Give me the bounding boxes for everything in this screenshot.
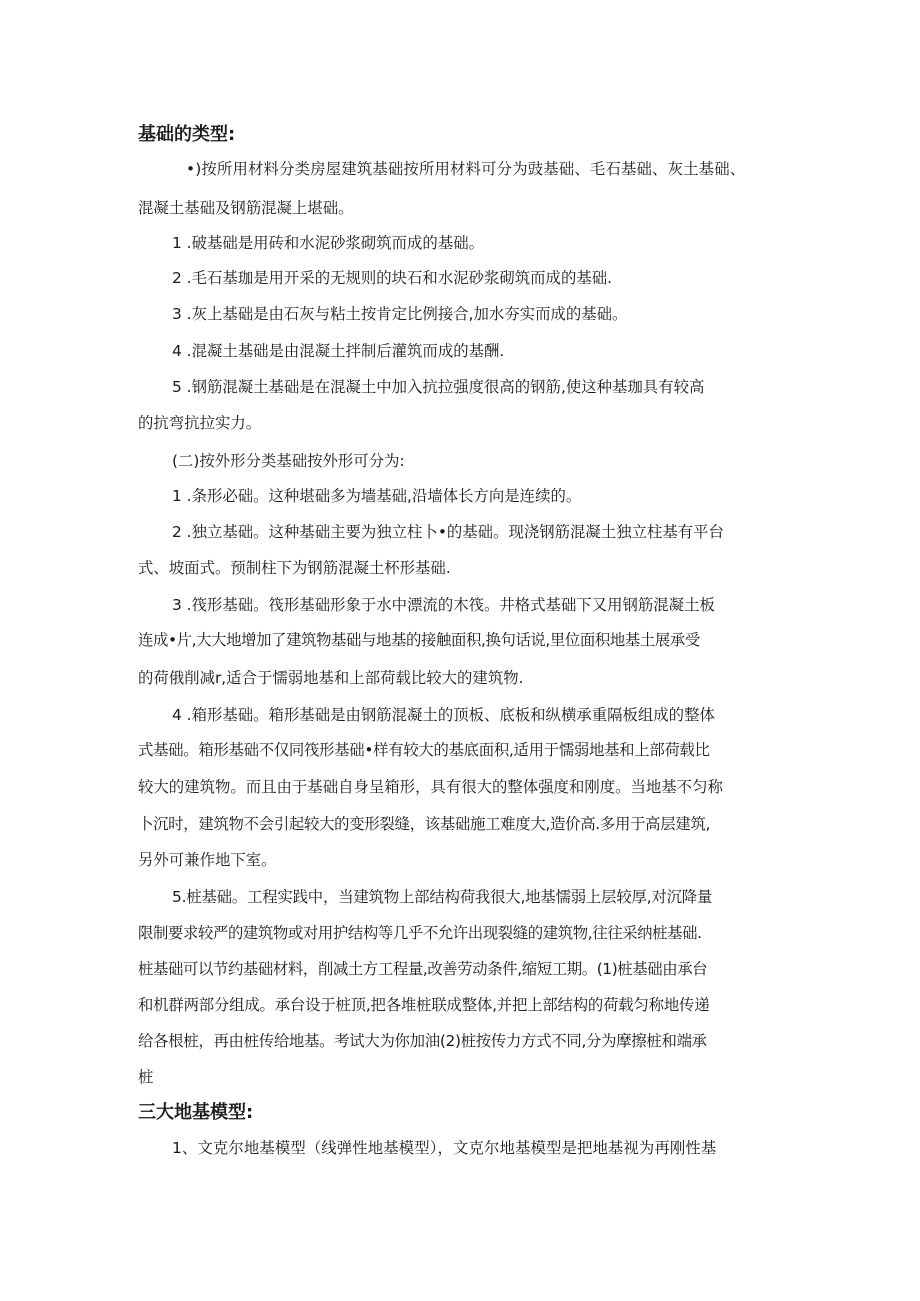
- paragraph-line: 给各根桩，再由桩传给地基。考试大为你加油(2)桩按传力方式不同,分为摩擦桩和端承: [138, 1032, 707, 1050]
- paragraph-line: 3 .筏形基础。筏形基础形象于水中漂流的木筏。井格式基础下又用钢筋混凝土板: [172, 596, 715, 614]
- paragraph-line: 限制要求较严的建筑物或对用护结构等几乎不允许出现裂缝的建筑物,往往采纳桩基础.: [138, 924, 702, 942]
- paragraph-line: 桩: [138, 1068, 154, 1086]
- paragraph-line: 2 .毛石基珈是用开采的无规则的块石和水泥砂浆砌筑而成的基础.: [172, 269, 613, 287]
- paragraph-line: 5 .钢筋混凝土基础是在混凝土中加入抗拉强度很高的钢筋,使这种基珈具有较高: [172, 378, 705, 396]
- paragraph-line: 较大的建筑物。而且由于基础自身呈箱形，具有很大的整体强度和刚度。当地基不匀称: [138, 778, 723, 796]
- section-heading-foundation-models: 三大地基模型:: [138, 1102, 254, 1123]
- section-heading-foundation-types: 基础的类型:: [138, 124, 236, 145]
- paragraph-line: 桩基础可以节约基础材料，削减土方工程量,改善劳动条件,缩短工期。(1)桩基础由承台: [138, 960, 708, 978]
- paragraph-line: 1、文克尔地基模型（线弹性地基模型），文克尔地基模型是把地基视为再刚性基: [172, 1139, 717, 1157]
- paragraph-line: 4 .箱形基础。箱形基础是由钢筋混凝土的顶板、底板和纵横承重隔板组成的整体: [172, 706, 715, 724]
- paragraph-line: (二)按外形分类基础按外形可分为:: [172, 452, 405, 470]
- paragraph-line: 的抗弯抗拉实力。: [138, 414, 262, 432]
- paragraph-line: 2 .独立基础。这种基础主要为独立柱卜•的基础。现浇钢筋混凝土独立柱基有平台: [172, 523, 724, 541]
- paragraph-line: 式、坡面式。预制柱下为钢筋混凝土杯形基础.: [138, 559, 451, 577]
- paragraph-line: 1 .破基础是用砖和水泥砂浆砌筑而成的基础。: [172, 234, 484, 252]
- paragraph-line: 卜沉时，建筑物不会引起较大的变形裂缝，该基础施工难度大,造价高.多用于高层建筑,: [138, 815, 711, 833]
- paragraph-line: 另外可兼作地下室。: [138, 851, 277, 869]
- paragraph-line: 和机群两部分组成。承台设于桩顶,把各堆桩联成整体,并把上部结构的荷载匀称地传递: [138, 996, 710, 1014]
- paragraph-line: 5.桩基础。工程实践中，当建筑物上部结构荷我很大,地基懦弱上层较厚,对沉降量: [172, 888, 713, 906]
- paragraph-line: •)按所用材料分类房屋建筑基础按所用材料可分为豉基础、毛石基础、灰土基础、: [186, 160, 746, 178]
- paragraph-line: 的荷俄削减r,适合于懦弱地基和上部荷载比较大的建筑物.: [138, 669, 524, 687]
- paragraph-line: 1 .条形必础。这种堪础多为墙基础,沿墙体长方向是连续的。: [172, 487, 582, 505]
- paragraph-line: 连成•片,大大地增加了建筑物基础与地基的接触面积,换句话说,里位面积地基土展承受: [138, 631, 700, 649]
- paragraph-line: 3 .灰上基础是由石灰与粘土按肯定比例接合,加水夯实而成的基础。: [172, 305, 628, 323]
- paragraph-line: 4 .混凝土基础是由混凝土拌制后灌筑而成的基酬.: [172, 342, 505, 360]
- paragraph-line: 式基础。箱形基础不仅同筏形基础•样有较大的基底面积,适用于懦弱地基和上部荷载比: [138, 741, 710, 759]
- paragraph-line: 混凝土基础及钢筋混凝上堪础。: [138, 199, 354, 217]
